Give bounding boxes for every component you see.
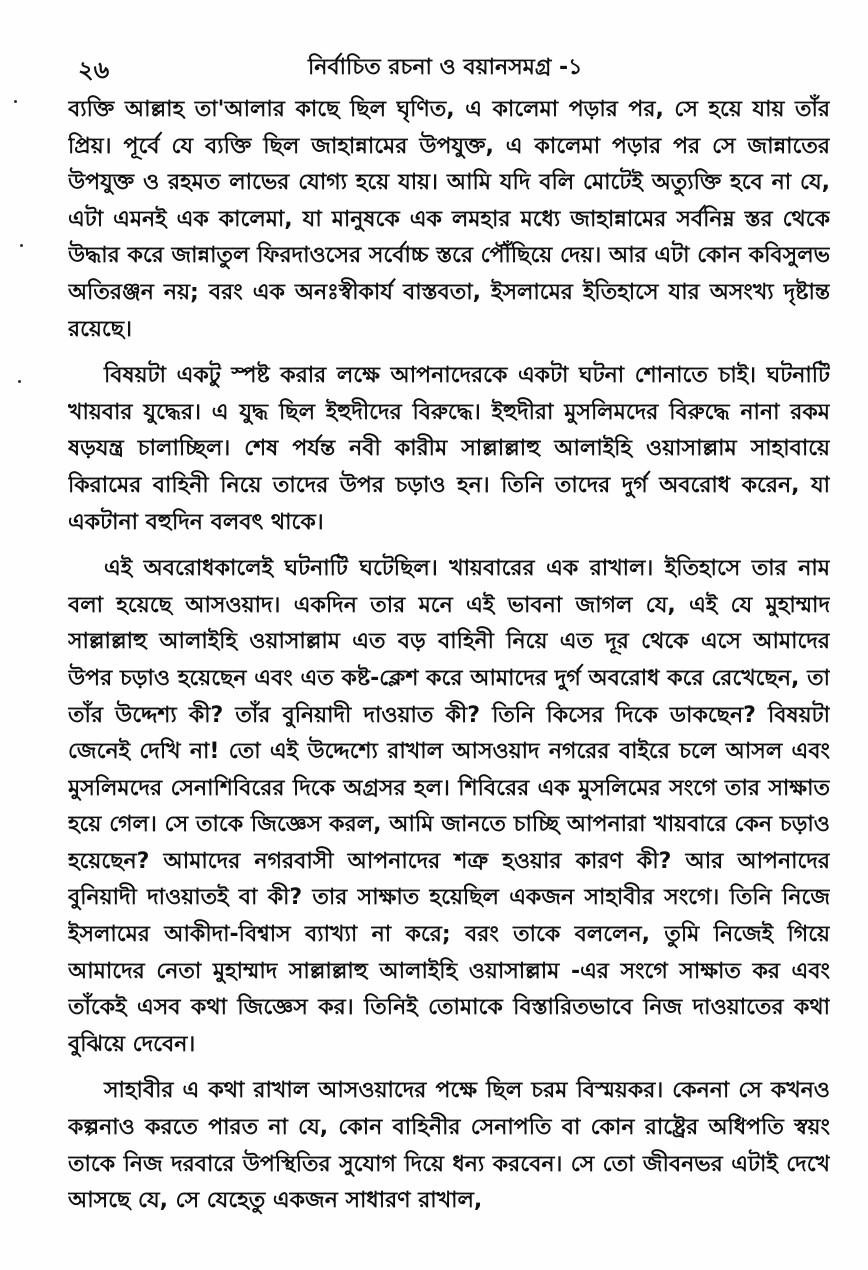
- scan-speck: [20, 244, 23, 247]
- paragraph: ব্যক্তি আল্লাহ তা'আলার কাছে ছিল ঘৃণিত, এ কালেমা পড়ার পর, সে হয়ে যায় তাঁর প্রিয়। পূর্বে যে ব্যক্তি ছিল জাহান্নামের উপযুক্ত, এ কালেমা পড়ার পর সে জান্নাতের উপযুক্ত ও রহমত লাভের যোগ্য হয়ে যায়। আমি যদি বলি মোটেই অত্যুক্তি হবে না যে, এটা এমনই এক কালেমা, যা মানুষকে এক লমহার মধ্যে জাহান্নামের সর্বনিম্ন স্তর থেকে উদ্ধার করে জান্নাতুল ফিরদাওসের সর্বোচ্চ স্তরে পৌঁছিয়ে দেয়। আর এটা কোন কবিসুলভ অতিরঞ্জন নয়; বরং এক অনঃস্বীকার্য বাস্তবতা, ইসলামের ইতিহাসে যার অসংখ্য দৃষ্টান্ত রয়েছে।: [68, 97, 830, 342]
- running-title: নির্বাচিত রচনা ও বয়ানসমগ্র -১: [308, 55, 583, 80]
- scan-speck: [14, 100, 17, 103]
- scan-speck: [18, 380, 21, 383]
- paragraph: সাহাবীর এ কথা রাখাল আসওয়াদের পক্ষে ছিল চরম বিস্ময়কর। কেননা সে কখনও কল্পনাও করতে পারত না যে, কোন বাহিনীর সেনাপতি বা কোন রাষ্ট্রের অধিপতি স্বয়ং তাকে নিজ দরবারে উপস্থিতির সুযোগ দিয়ে ধন্য করবেন। সে তো জীবনভর এটাই দেখে আসছে যে, সে যেহেতু একজন সাধারণ রাখাল,: [68, 1078, 830, 1214]
- page-number: ২৬: [78, 56, 110, 84]
- page-header: [78, 48, 838, 88]
- paragraph: বিষয়টা একটু স্পষ্ট করার লক্ষে আপনাদেরকে একটা ঘটনা শোনাতে চাই। ঘটনাটি খায়বার যুদ্ধের। এ যুদ্ধ ছিল ইহুদীদের বিরুদ্ধে। ইহুদীরা মুসলিমদের বিরুদ্ধে নানা রকম ষড়যন্ত্র চালাচ্ছিল। শেষ পর্যন্ত নবী কারীম সাল্লাল্লাহু আলাইহি ওয়াসাল্লাম সাহাবায়ে কিরামের বাহিনী নিয়ে তাদের উপর চড়াও হন। তিনি তাদের দুর্গ অবরোধ করেন, যা একটানা বহুদিন বলবৎ থাকে।: [68, 363, 830, 535]
- paragraph: এই অবরোধকালেই ঘটনাটি ঘটেছিল। খায়বারের এক রাখাল। ইতিহাসে তার নাম বলা হয়েছে আসওয়াদ। একদিন তার মনে এই ভাবনা জাগল যে, এই যে মুহাম্মাদ সাল্লাল্লাহু আলাইহি ওয়াসাল্লাম এত বড় বাহিনী নিয়ে এত দূর থেকে এসে আমাদের উপর চড়াও হয়েছেন এবং এত কষ্ট-ক্লেশ করে আমাদের দুর্গ অবরোধ করে রেখেছেন, তা তাঁর উদ্দেশ্য কী? তাঁর বুনিয়াদী দাওয়াত কী? তিনি কিসের দিকে ডাকছেন? বিষয়টা জেনেই দেখি না! তো এই উদ্দেশ্যে রাখাল আসওয়াদ নগরের বাইরে চলে আসল এবং মুসলিমদের সেনাশিবিরের দিকে অগ্রসর হল। শিবিরের এক মুসলিমের সংগে তার সাক্ষাত হয়ে গেল। সে তাকে জিজ্ঞেস করল, আমি জানতে চাচ্ছি আপনারা খায়বারে কেন চড়াও হয়েছেন? আমাদের নগরবাসী আপনাদের শত্রু হওয়ার কারণ কী? আর আপনাদের বুনিয়াদী দাওয়াতই বা কী? তার সাক্ষাত হয়েছিল একজন সাহাবীর সংগে। তিনি নিজে ইসলামের আকীদা-বিশ্বাস ব্যাখ্যা না করে; বরং তাকে বললেন, তুমি নিজেই গিয়ে আমাদের নেতা মুহাম্মাদ সাল্লাল্লাহু আলাইহি ওয়াসাল্লাম -এর সংগে সাক্ষাত কর এবং তাঁকেই এসব কথা জিজ্ঞেস কর। তিনিই তোমাকে বিস্তারিতভাবে নিজ দাওয়াতের কথা বুঝিয়ে দেবেন।: [68, 556, 830, 1057]
- body-text: [68, 92, 830, 1267]
